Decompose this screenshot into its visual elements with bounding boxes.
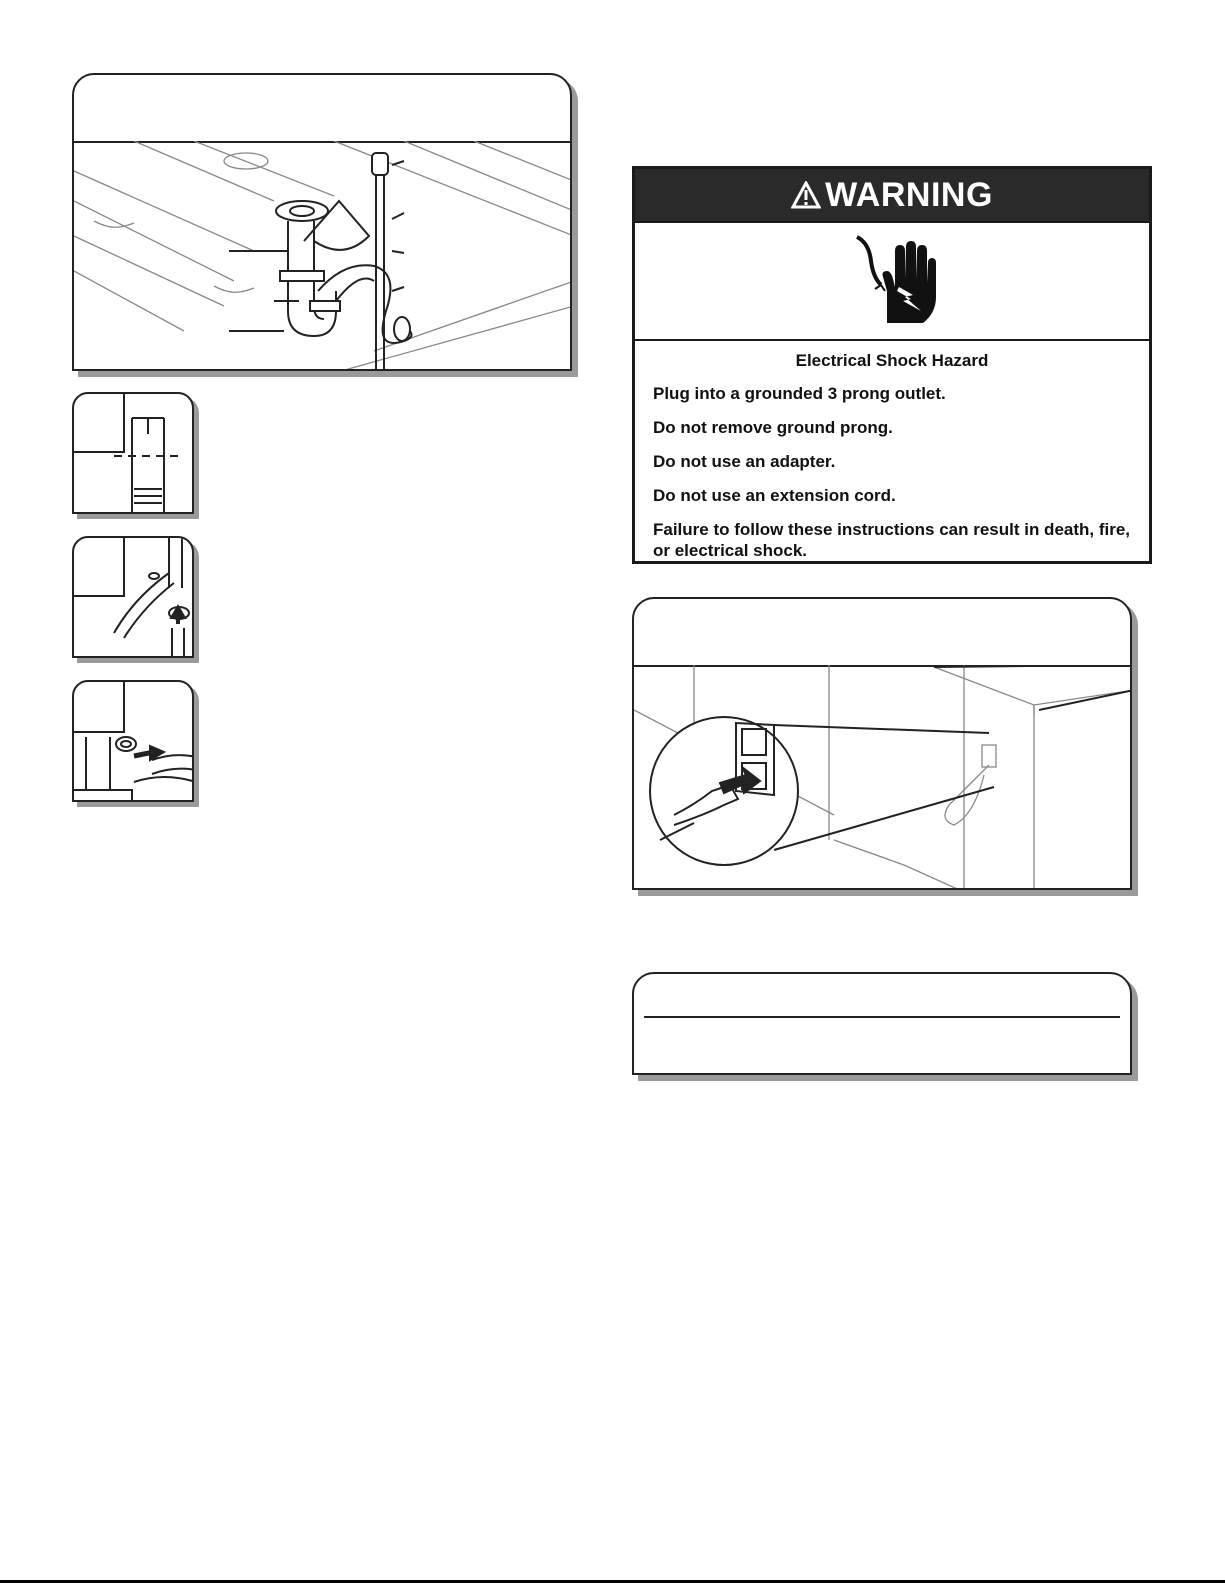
page-footer-rule — [0, 1580, 1225, 1583]
hazard-title: Electrical Shock Hazard — [795, 351, 989, 370]
note-divider — [644, 1016, 1120, 1018]
warning-signal-word: WARNING — [825, 175, 993, 214]
hose-clamp-illustration — [74, 538, 194, 658]
warning-triangle-icon — [791, 181, 821, 209]
note-panel — [632, 972, 1132, 1075]
hose-to-disposer-panel — [72, 680, 194, 802]
warning-line: Do not use an adapter. — [653, 452, 836, 471]
drain-hose-under-sink-illustration — [74, 141, 572, 371]
plug-into-outlet-figure-panel — [632, 597, 1132, 890]
panel-header — [74, 75, 570, 143]
warning-icon-area — [635, 221, 1149, 341]
panel-header — [634, 599, 1130, 667]
warning-line: Plug into a grounded 3 prong outlet. — [653, 384, 946, 403]
hose-end-cut-panel — [72, 392, 194, 514]
drain-hose-figure-panel — [72, 73, 572, 371]
hose-end-cut-illustration — [74, 394, 194, 514]
warning-safety-label — [632, 166, 1152, 564]
plug-into-outlet-illustration — [634, 665, 1132, 890]
warning-line: Failure to follow these instructions can result in death, fire, or electrical shock. — [653, 520, 1131, 560]
hose-to-disposer-illustration — [74, 682, 194, 802]
warning-line: Do not use an extension cord. — [653, 486, 896, 505]
warning-header — [635, 169, 1149, 221]
electric-shock-hand-icon — [847, 233, 937, 329]
hose-clamp-panel — [72, 536, 194, 658]
warning-line: Do not remove ground prong. — [653, 418, 893, 437]
